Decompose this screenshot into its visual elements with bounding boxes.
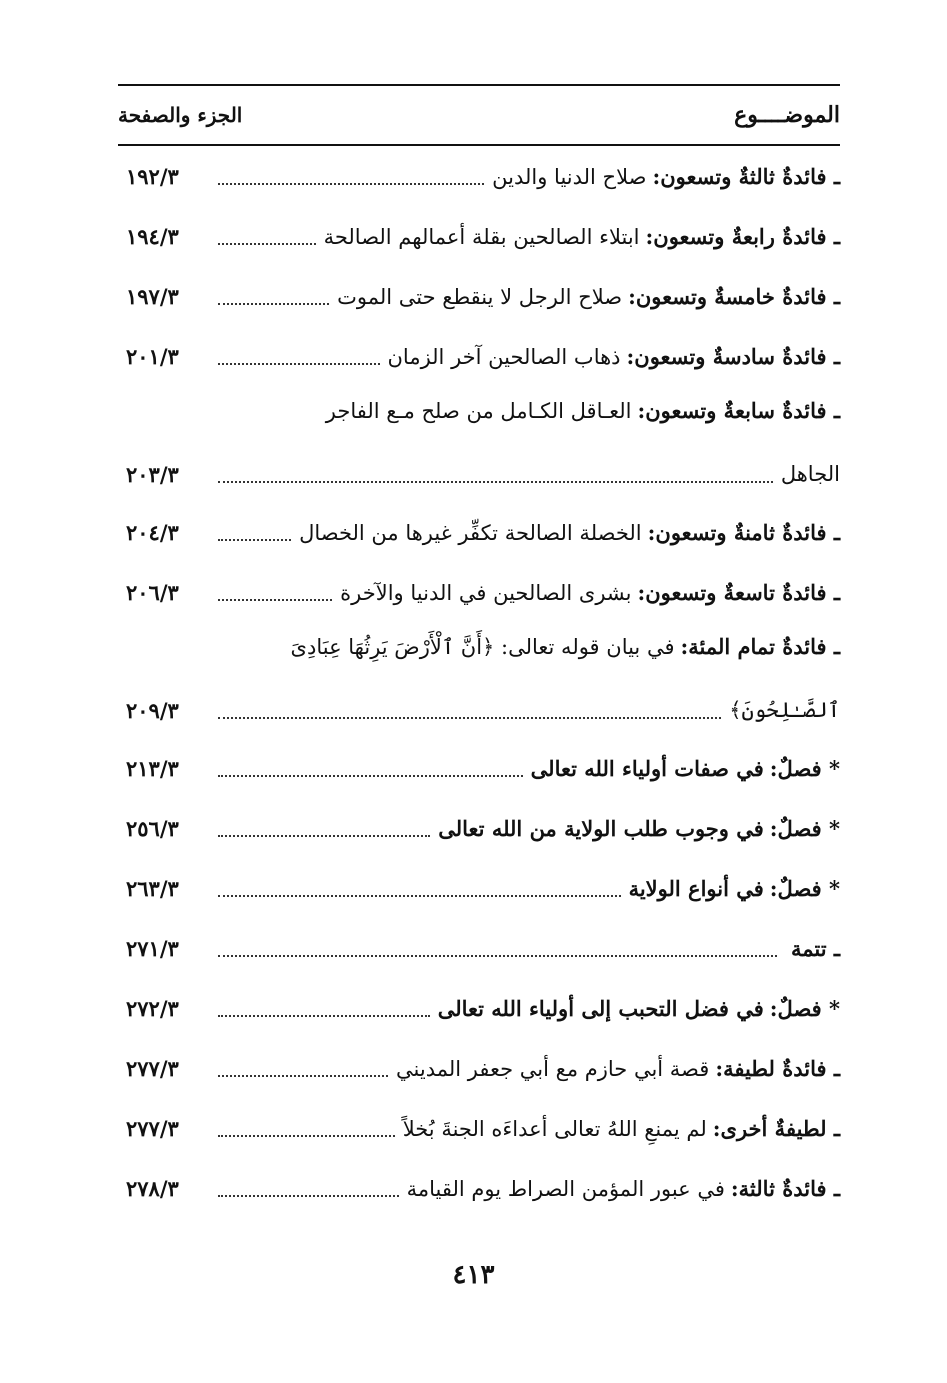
leader-dots [218,243,316,245]
entry-title [388,344,841,369]
entry-text: الخصلة الصالحة تكفِّر غيرها من الخصال [299,520,642,545]
entry-page-ref: ٢٧١/٣ [126,935,179,961]
entry-lead: ـ لطيفةٌ أخرى: [712,1115,840,1141]
entry-lead: ـ فائدةٌ تاسعةٌ وتسعون: [637,579,840,605]
toc-entry [118,1158,840,1218]
leader-dots [218,1075,388,1077]
entry-lead: * فصلٌ: [769,755,840,781]
entry-lead: ـ فائدةٌ سادسةٌ وتسعون: [626,343,840,369]
leader-dots [218,775,523,777]
toc-entry [118,858,840,918]
entry-title [785,936,840,961]
leader-dots [218,955,777,957]
toc-entry [118,562,840,622]
toc-entry [118,502,840,562]
entry-page-ref: ٢٠١/٣ [126,343,179,369]
leader-dots [218,363,380,365]
toc-page [118,84,840,1218]
entry-lead: * فصلٌ: [769,875,840,901]
entry-lead: * فصلٌ: [769,815,840,841]
toc-entry [118,1038,840,1098]
entry-lead: ـ فائدةٌ خامسةٌ وتسعون: [628,283,840,309]
toc-entry [118,266,840,326]
toc-entry [118,146,840,206]
leader-dots [218,717,721,719]
entry-title [438,996,840,1021]
entry-title [324,224,840,249]
entry-lead: ـ فائدةٌ تمام المئة: [680,634,840,659]
entry-text: بشرى الصالحين في الدنيا والآخرة [340,580,632,605]
toc-entry [118,386,840,446]
leader-dots [218,1015,430,1017]
entry-title [403,1116,840,1141]
entry-title [629,876,840,901]
entry-text: في بيان قوله تعالى: ﴿أَنَّ ٱلْأَرْضَ يَرِثُهَا عِبَادِىَ [290,635,675,659]
toc-entry [118,206,840,266]
entry-lead: ـ فائدةٌ رابعةٌ وتسعون: [645,223,840,249]
leader-dots [218,599,332,601]
leader-dots [218,539,291,541]
entry-text: العـاقل الكـامل من صلح مـع الفاجر [325,399,632,423]
entry-lead: ـ تتمة [790,935,840,961]
entry-title [531,756,840,781]
toc-entry-continuation [118,446,840,502]
entry-lead: * فصلٌ: [769,995,840,1021]
entry-text: صلاح الدنيا والدين [492,164,647,189]
entry-text: في عبور المؤمن الصراط يوم القيامة [406,1176,725,1201]
entry-text: في وجوب طلب الولاية من الله تعالى [438,815,764,841]
toc-entry [118,978,840,1038]
entry-page-ref: ١٩٧/٣ [126,283,179,309]
entry-text: في أنواع الولاية [628,875,764,901]
toc-entries [118,146,840,1218]
entry-page-ref: ٢٧٧/٣ [126,1115,179,1141]
leader-dots [218,895,621,897]
entry-page-ref: ٢٧٧/٣ [126,1055,179,1081]
entry-title [438,816,840,841]
leader-dots [218,303,329,305]
toc-entry [118,622,840,682]
entry-continuation-text: الجاهل [780,462,840,486]
table-header [118,86,840,144]
entry-lead: ـ فائدةٌ لطيفة: [715,1055,840,1081]
toc-entry-continuation [118,682,840,738]
entry-title [492,164,840,189]
leader-dots [218,481,773,483]
header-volume-page: الجزء والصفحة [118,103,243,127]
toc-entry [118,1098,840,1158]
entry-text: ابتلاء الصالحين بقلة أعمالهم الصالحة [323,224,640,249]
entry-page-ref: ٢٧٢/٣ [126,995,179,1021]
entry-page-ref: ٢٠٩/٣ [126,697,179,723]
leader-dots [218,1135,395,1137]
entry-page-ref: ٢٧٨/٣ [126,1175,179,1201]
entry-page-ref: ٢٦٣/٣ [126,875,179,901]
leader-dots [218,1195,399,1197]
entry-title [407,1176,840,1201]
toc-entry [118,798,840,858]
entry-continuation-text: ٱلصَّـٰلِحُونَ﴾ [729,698,840,722]
page-number: ٤١٣ [452,1260,495,1290]
toc-entry [118,918,840,978]
entry-lead: ـ فائدةٌ ثامنةٌ وتسعون: [647,519,840,545]
entry-title [299,520,840,545]
entry-page-ref: ٢٠٦/٣ [126,579,179,605]
entry-text: ذهاب الصالحين آخر الزمان [387,344,621,369]
entry-title [326,398,840,423]
entry-page-ref: ٢١٣/٣ [126,755,179,781]
entry-text: صلاح الرجل لا ينقطع حتى الموت [337,284,623,309]
toc-entry [118,738,840,798]
toc-entry [118,326,840,386]
entry-text: لم يمنعِ اللهُ تعالى أعداءَه الجنةَ بُخلاً [402,1116,707,1141]
entry-title [291,634,840,659]
entry-lead: ـ فائدةٌ ثالثة: [730,1175,840,1201]
leader-dots [218,183,484,185]
entry-text: قصة أبي حازم مع أبي جعفر المديني [396,1056,710,1081]
entry-lead: ـ فائدةٌ سابعةٌ وتسعون: [637,398,840,423]
entry-page-ref: ٢٥٦/٣ [126,815,179,841]
entry-page-ref: ٢٠٣/٣ [126,461,179,487]
entry-lead: ـ فائدةٌ ثالثةٌ وتسعون: [652,163,840,189]
entry-page-ref: ١٩٤/٣ [126,223,179,249]
entry-title [340,580,840,605]
entry-text: في فضل التحبب إلى أولياء الله تعالى [437,995,764,1021]
entry-text: في صفات أولياء الله تعالى [530,755,764,781]
leader-dots [218,835,430,837]
header-topic: الموضــــوع [734,102,840,128]
entry-title [337,284,840,309]
entry-title [396,1056,840,1081]
entry-page-ref: ٢٠٤/٣ [126,519,179,545]
entry-page-ref: ١٩٢/٣ [126,163,179,189]
